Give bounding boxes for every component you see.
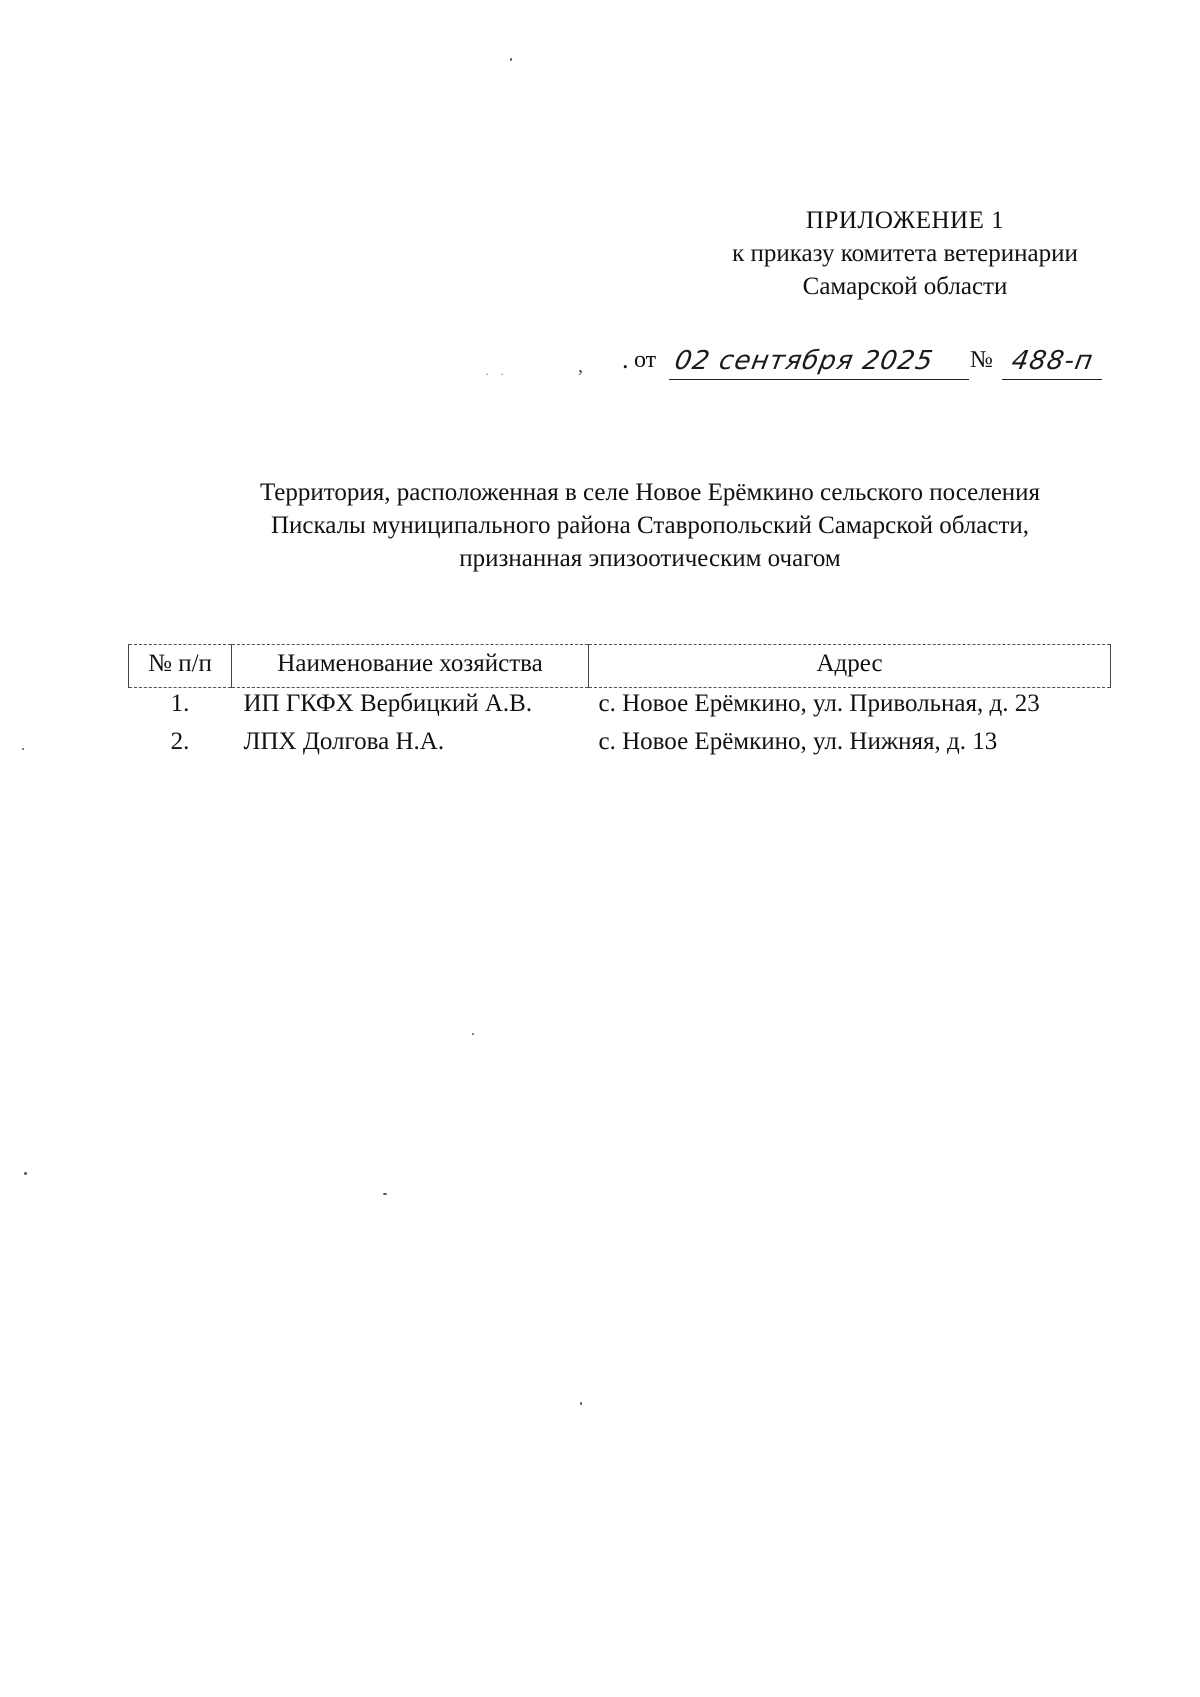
document-heading — [150, 476, 1150, 575]
appendix-header — [690, 204, 1120, 303]
row-address: с. Новое Ерёмкино, ул. Привольная, д. 23 — [598, 690, 1040, 717]
scan-mark: , — [578, 355, 583, 377]
scan-dot — [510, 58, 512, 61]
order-from-label: от — [634, 347, 657, 373]
row-name: ИП ГКФХ Вербицкий А.В. — [243, 690, 533, 717]
appendix-title: ПРИЛОЖЕНИЕ 1 — [805, 207, 1005, 234]
appendix-line-1: к приказу комитета ветеринарии — [732, 240, 1078, 267]
header-num: № п/п — [129, 645, 232, 688]
order-date-handwritten: 02 сентября 2025 — [672, 346, 936, 376]
row-num: 1. — [170, 690, 190, 717]
appendix-line-2: Самарской области — [802, 273, 1008, 300]
scan-dot — [472, 1033, 474, 1035]
header-address: Адрес — [589, 645, 1111, 688]
scan-dot — [580, 1402, 582, 1405]
heading-line-1: Территория, расположенная в селе Новое Ерёмкино сельского поселения — [259, 479, 1041, 506]
farms-table — [128, 644, 1111, 764]
table-row — [129, 726, 1111, 764]
scan-dot — [383, 1193, 387, 1195]
order-number-field — [1002, 343, 1102, 380]
order-number-label: № — [970, 347, 993, 373]
scan-dot — [22, 748, 24, 750]
table-row — [129, 688, 1111, 727]
scan-dot — [24, 1172, 27, 1175]
order-reference-line — [622, 343, 1102, 387]
table-header-row — [129, 645, 1111, 688]
scan-specks: · · — [485, 367, 508, 381]
header-name: Наименование хозяйства — [232, 645, 589, 688]
heading-line-3: признанная эпизоотическим очагом — [459, 545, 841, 572]
order-date-field — [669, 343, 969, 380]
order-number-handwritten: 488-п — [1009, 346, 1096, 376]
row-name: ЛПХ Долгова Н.А. — [243, 728, 445, 755]
row-num: 2. — [170, 728, 190, 755]
row-address: с. Новое Ерёмкино, ул. Нижняя, д. 13 — [598, 728, 998, 755]
heading-line-2: Пискалы муниципального района Ставропольский Самарской области, — [270, 512, 1030, 539]
scan-dot: . — [622, 345, 629, 374]
